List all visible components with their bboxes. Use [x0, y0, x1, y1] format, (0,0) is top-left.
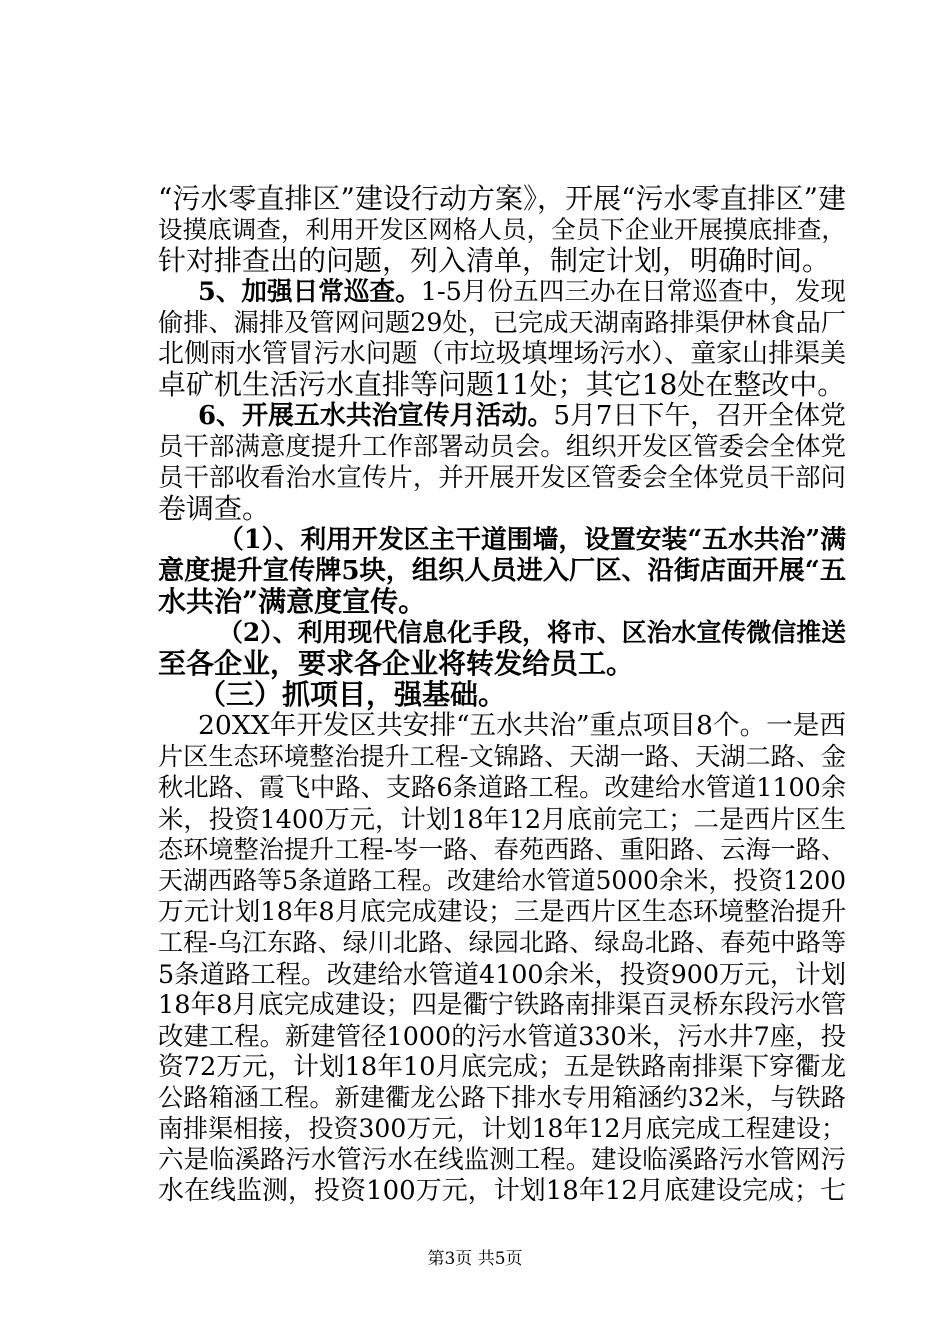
line-text: 六是临溪路污水管污水在线监测工程。建设临溪路污水管网污 — [158, 1145, 846, 1175]
line-text: 5月7日下午，召开全体党 — [553, 401, 846, 431]
text-line — [158, 554, 846, 588]
text-line — [158, 461, 846, 495]
line-text: 北侧雨水管冒污水问题（市垃圾填埋场污水）、童家山排渠美 — [158, 339, 846, 369]
text-line — [158, 833, 846, 867]
page-footer: 第3页 共5页 — [427, 1249, 523, 1269]
text-line — [158, 244, 830, 278]
text-line — [158, 864, 846, 898]
line-text: 1-5月份五四三办在日常巡查中，发现 — [420, 277, 846, 307]
text-line — [158, 988, 846, 1022]
text-line — [158, 1081, 846, 1115]
text-line — [158, 957, 846, 991]
paragraph-heading: 6、开展五水共治宣传月活动。 — [198, 401, 554, 431]
line-text: 秋北路、霞飞中路、支路6条道路工程。改建给水管道1100余 — [158, 773, 846, 802]
text-line — [158, 585, 426, 619]
text-line — [158, 895, 846, 929]
text-line — [198, 678, 506, 712]
text-line — [218, 616, 846, 650]
line-text: 针对排查出的问题，列入清单，制定计划，明确时间。 — [158, 244, 831, 277]
text-line — [158, 337, 846, 371]
line-text: 工程-乌江东路、绿川北路、绿园北路、绿岛北路、春苑中路等 — [158, 928, 847, 957]
paragraph-heading: 5、加强日常巡查。 — [198, 277, 421, 307]
text-line — [158, 1112, 846, 1146]
line-text: 20XX年开发区共安排“五水共治”重点项目8个。一是西 — [198, 710, 846, 741]
text-line — [198, 275, 846, 309]
text-line — [158, 1174, 846, 1208]
line-text: （2）、利用现代信息化手段，将市、区治水宣传微信推送 — [218, 618, 846, 647]
line-text: 员干部满意度提升工作部署动员会。组织开发区管委会全体党 — [158, 432, 846, 462]
text-line — [158, 492, 270, 526]
line-text: 南排渠相接，投资300万元，计划18年12月底完成工程建设； — [158, 1114, 846, 1143]
text-line — [158, 771, 846, 805]
line-text: 18年8月底完成建设；四是衢宁铁路南排渠百灵桥东段污水管 — [158, 990, 847, 1020]
text-line — [158, 802, 846, 836]
line-text: 至各企业，要求各企业将转发给员工。 — [158, 647, 635, 680]
line-text: 态环境整治提升工程-岑一路、春苑西路、重阳路、云海一路、 — [158, 835, 847, 864]
text-line — [158, 926, 846, 960]
line-text: 卓矿机生活污水直排等问题11处；其它18处在整改中。 — [158, 368, 846, 401]
text-line — [158, 1050, 846, 1084]
text-line — [218, 523, 846, 557]
text-line — [158, 647, 634, 681]
line-text: 片区生态环境整治提升工程-文锦路、天湖一路、天湖二路、金 — [158, 742, 847, 771]
text-line — [198, 709, 846, 743]
line-text: 水在线监测，投资100万元，计划18年12月底建设完成；七 — [158, 1176, 846, 1206]
line-text: “污水零直排区”建设行动方案》，开展“污水零直排区”建 — [158, 182, 846, 215]
text-line — [158, 306, 846, 340]
line-text: 改建工程。新建管径1000的污水管道330米，污水井7座，投 — [158, 1021, 846, 1051]
line-text: 设摸底调查，利用开发区网格人员，全员下企业开展摸底排查， — [158, 215, 846, 244]
line-text: 资72万元，计划18年10月底完成；五是铁路南排渠下穿衢龙 — [158, 1052, 846, 1082]
line-text: 意度提升宣传牌5块，组织人员进入厂区、沿街店面开展“五 — [158, 555, 846, 586]
text-line — [158, 182, 846, 216]
line-text: 偷排、漏排及管网问题29处，已完成天湖南路排渠伊林食品厂 — [158, 308, 846, 337]
line-text: （三）抓项目，强基础。 — [198, 678, 507, 711]
text-line — [158, 740, 846, 774]
text-line — [198, 399, 846, 433]
text-line — [158, 1019, 846, 1053]
text-line — [158, 368, 845, 402]
line-text: 卷调查。 — [158, 492, 271, 525]
line-text: 万元计划18年8月底完成建设；三是西片区生态环境整治提升 — [158, 897, 847, 927]
line-text: 天湖西路等5条道路工程。改建给水管道5000余米，投资1200 — [158, 866, 846, 895]
line-text: 公路箱涵工程。新建衢龙公路下排水专用箱涵约32米，与铁路 — [158, 1083, 846, 1112]
text-line — [158, 213, 846, 247]
line-text: 员干部收看治水宣传片，并开展开发区管委会全体党员干部问 — [158, 463, 846, 493]
text-line — [158, 430, 846, 464]
line-text: 米，投资1400万元，计划18年12月底前完工；二是西片区生 — [158, 804, 846, 834]
line-text: 5条道路工程。改建给水管道4100余米，投资900万元，计划 — [158, 959, 846, 989]
line-text: 水共治”满意度宣传。 — [158, 585, 427, 618]
text-line — [158, 1143, 846, 1177]
line-text: （1）、利用开发区主干道围墙，设置安装“五水共治”满 — [218, 525, 846, 555]
